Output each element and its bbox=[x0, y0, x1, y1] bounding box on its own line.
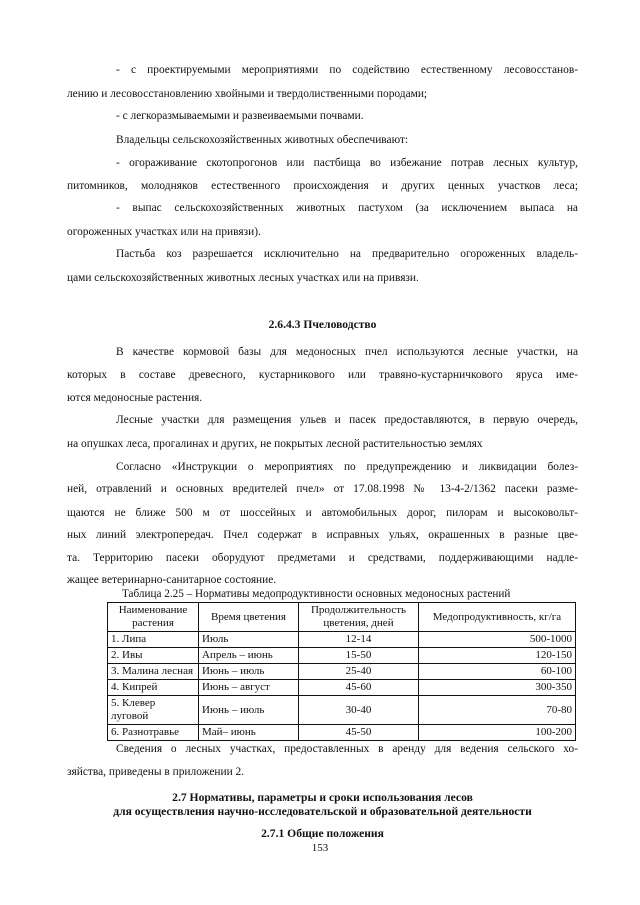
section-line: Лесные участки для размещения ульев и пасек предоставляются, в первую очередь, bbox=[116, 414, 578, 426]
table-cell: 30-40 bbox=[299, 696, 419, 725]
table-cell: 15-50 bbox=[299, 648, 419, 664]
table-row bbox=[108, 648, 576, 664]
table-cell: 100-200 bbox=[419, 725, 576, 741]
table-cell: 1. Липа bbox=[108, 632, 199, 648]
table-cell: Июнь – июль bbox=[199, 696, 299, 725]
body-line: лению и лесовосстановлению хвойными и твердолиственными породами; bbox=[67, 88, 428, 100]
body-line: зяйства, приведены в приложении 2. bbox=[67, 766, 245, 778]
body-line: питомников, молодняков естественного происхождения и других ценных участков леса; bbox=[67, 180, 578, 192]
column-header: Медопродуктивность, кг/га bbox=[419, 603, 576, 632]
table-cell: 4. Кипрей bbox=[108, 680, 199, 696]
body-line: Пастьба коз разрешается исключительно на предварительно огороженных владель- bbox=[116, 248, 578, 260]
table-cell: 45-50 bbox=[299, 725, 419, 741]
section-line: которых в составе древесного, кустарникового или травяно-кустарничкового яруса име- bbox=[67, 369, 578, 381]
table-cell: 120-150 bbox=[419, 648, 576, 664]
table-row bbox=[108, 725, 576, 741]
subsection-heading: 2.7.1 Общие положения bbox=[261, 827, 384, 840]
table-cell: 6. Разнотравье bbox=[108, 725, 199, 741]
table-row bbox=[108, 632, 576, 648]
section-line: ных линий электропередач. Пчел содержат в исправных ульях, окрашенных в разные цве- bbox=[67, 529, 578, 541]
table-cell: Май– июнь bbox=[199, 725, 299, 741]
honey-productivity-table bbox=[107, 602, 576, 741]
column-header: Время цветения bbox=[199, 603, 299, 632]
table-cell: 5. Клевер луговой bbox=[108, 696, 199, 725]
table-cell: Июнь – август bbox=[199, 680, 299, 696]
table-cell: Июль bbox=[199, 632, 299, 648]
column-header: Наименование растения bbox=[108, 603, 199, 632]
section-line: ются медоносные растения. bbox=[67, 392, 203, 404]
section-line: В качестве кормовой базы для медоносных пчел используются лесные участки, на bbox=[116, 346, 578, 358]
page-number: 153 bbox=[311, 842, 329, 854]
chapter-heading-line: 2.7 Нормативы, параметры и сроки использования лесов bbox=[172, 791, 473, 804]
table-cell: 25-40 bbox=[299, 664, 419, 680]
body-line: Сведения о лесных участках, предоставленных в аренду для ведения сельского хо- bbox=[116, 743, 578, 755]
table-cell: 500-1000 bbox=[419, 632, 576, 648]
table-cell: 70-80 bbox=[419, 696, 576, 725]
section-line: жащее ветеринарно-санитарное состояние. bbox=[67, 574, 277, 586]
chapter-heading-line: для осуществления научно-исследовательской и образовательной деятельности bbox=[113, 805, 532, 818]
section-line: на опушках леса, прогалинах и других, не покрытых лесной растительностью землях bbox=[67, 438, 483, 450]
body-line: - с легкоразмываемыми и развеиваемыми почвами. bbox=[116, 110, 364, 122]
table-cell: 12-14 bbox=[299, 632, 419, 648]
body-line: - с проектируемыми мероприятиями по содействию естественному лесовосстанов- bbox=[116, 64, 578, 76]
table-cell: 45-60 bbox=[299, 680, 419, 696]
body-line: - выпас сельскохозяйственных животных пастухом (за исключением выпаса на bbox=[116, 202, 578, 214]
table-row bbox=[108, 696, 576, 725]
table-cell: 2. Ивы bbox=[108, 648, 199, 664]
section-line: ней, отравлений и основных вредителей пчел» от 17.08.1998 № 13-4-2/1362 пасеки разме- bbox=[67, 483, 578, 495]
table-row bbox=[108, 664, 576, 680]
body-line: - огораживание скотопрогонов или пастбища во избежание потрав лесных культур, bbox=[116, 157, 578, 169]
table-caption: Таблица 2.25 – Нормативы медопродуктивности основных медоносных растений bbox=[122, 588, 511, 600]
section-line: та. Территорию пасеки оборудуют предметами и средствами, поддерживающими надле- bbox=[67, 552, 578, 564]
body-line: цами сельскохозяйственных животных лесных участках или на привязи. bbox=[67, 272, 419, 284]
section-line: Согласно «Инструкции о мероприятиях по предупреждению и ликвидации болез- bbox=[116, 461, 578, 473]
table-row bbox=[108, 680, 576, 696]
section-line: щаются не ближе 500 м от шоссейных и автомобильных дорог, пилорам и высоковольт- bbox=[67, 507, 578, 519]
table-cell: 60-100 bbox=[419, 664, 576, 680]
body-line: огороженных участках или на привязи). bbox=[67, 226, 261, 238]
table-header-row bbox=[108, 603, 576, 632]
section-heading: 2.6.4.3 Пчеловодство bbox=[268, 318, 377, 331]
table-cell: 300-350 bbox=[419, 680, 576, 696]
table-cell: Июнь – июль bbox=[199, 664, 299, 680]
body-line: Владельцы сельскохозяйственных животных обеспечивают: bbox=[116, 134, 409, 146]
column-header: Продолжительность цветения, дней bbox=[299, 603, 419, 632]
table-cell: Апрель – июнь bbox=[199, 648, 299, 664]
table-cell: 3. Малина лесная bbox=[108, 664, 199, 680]
